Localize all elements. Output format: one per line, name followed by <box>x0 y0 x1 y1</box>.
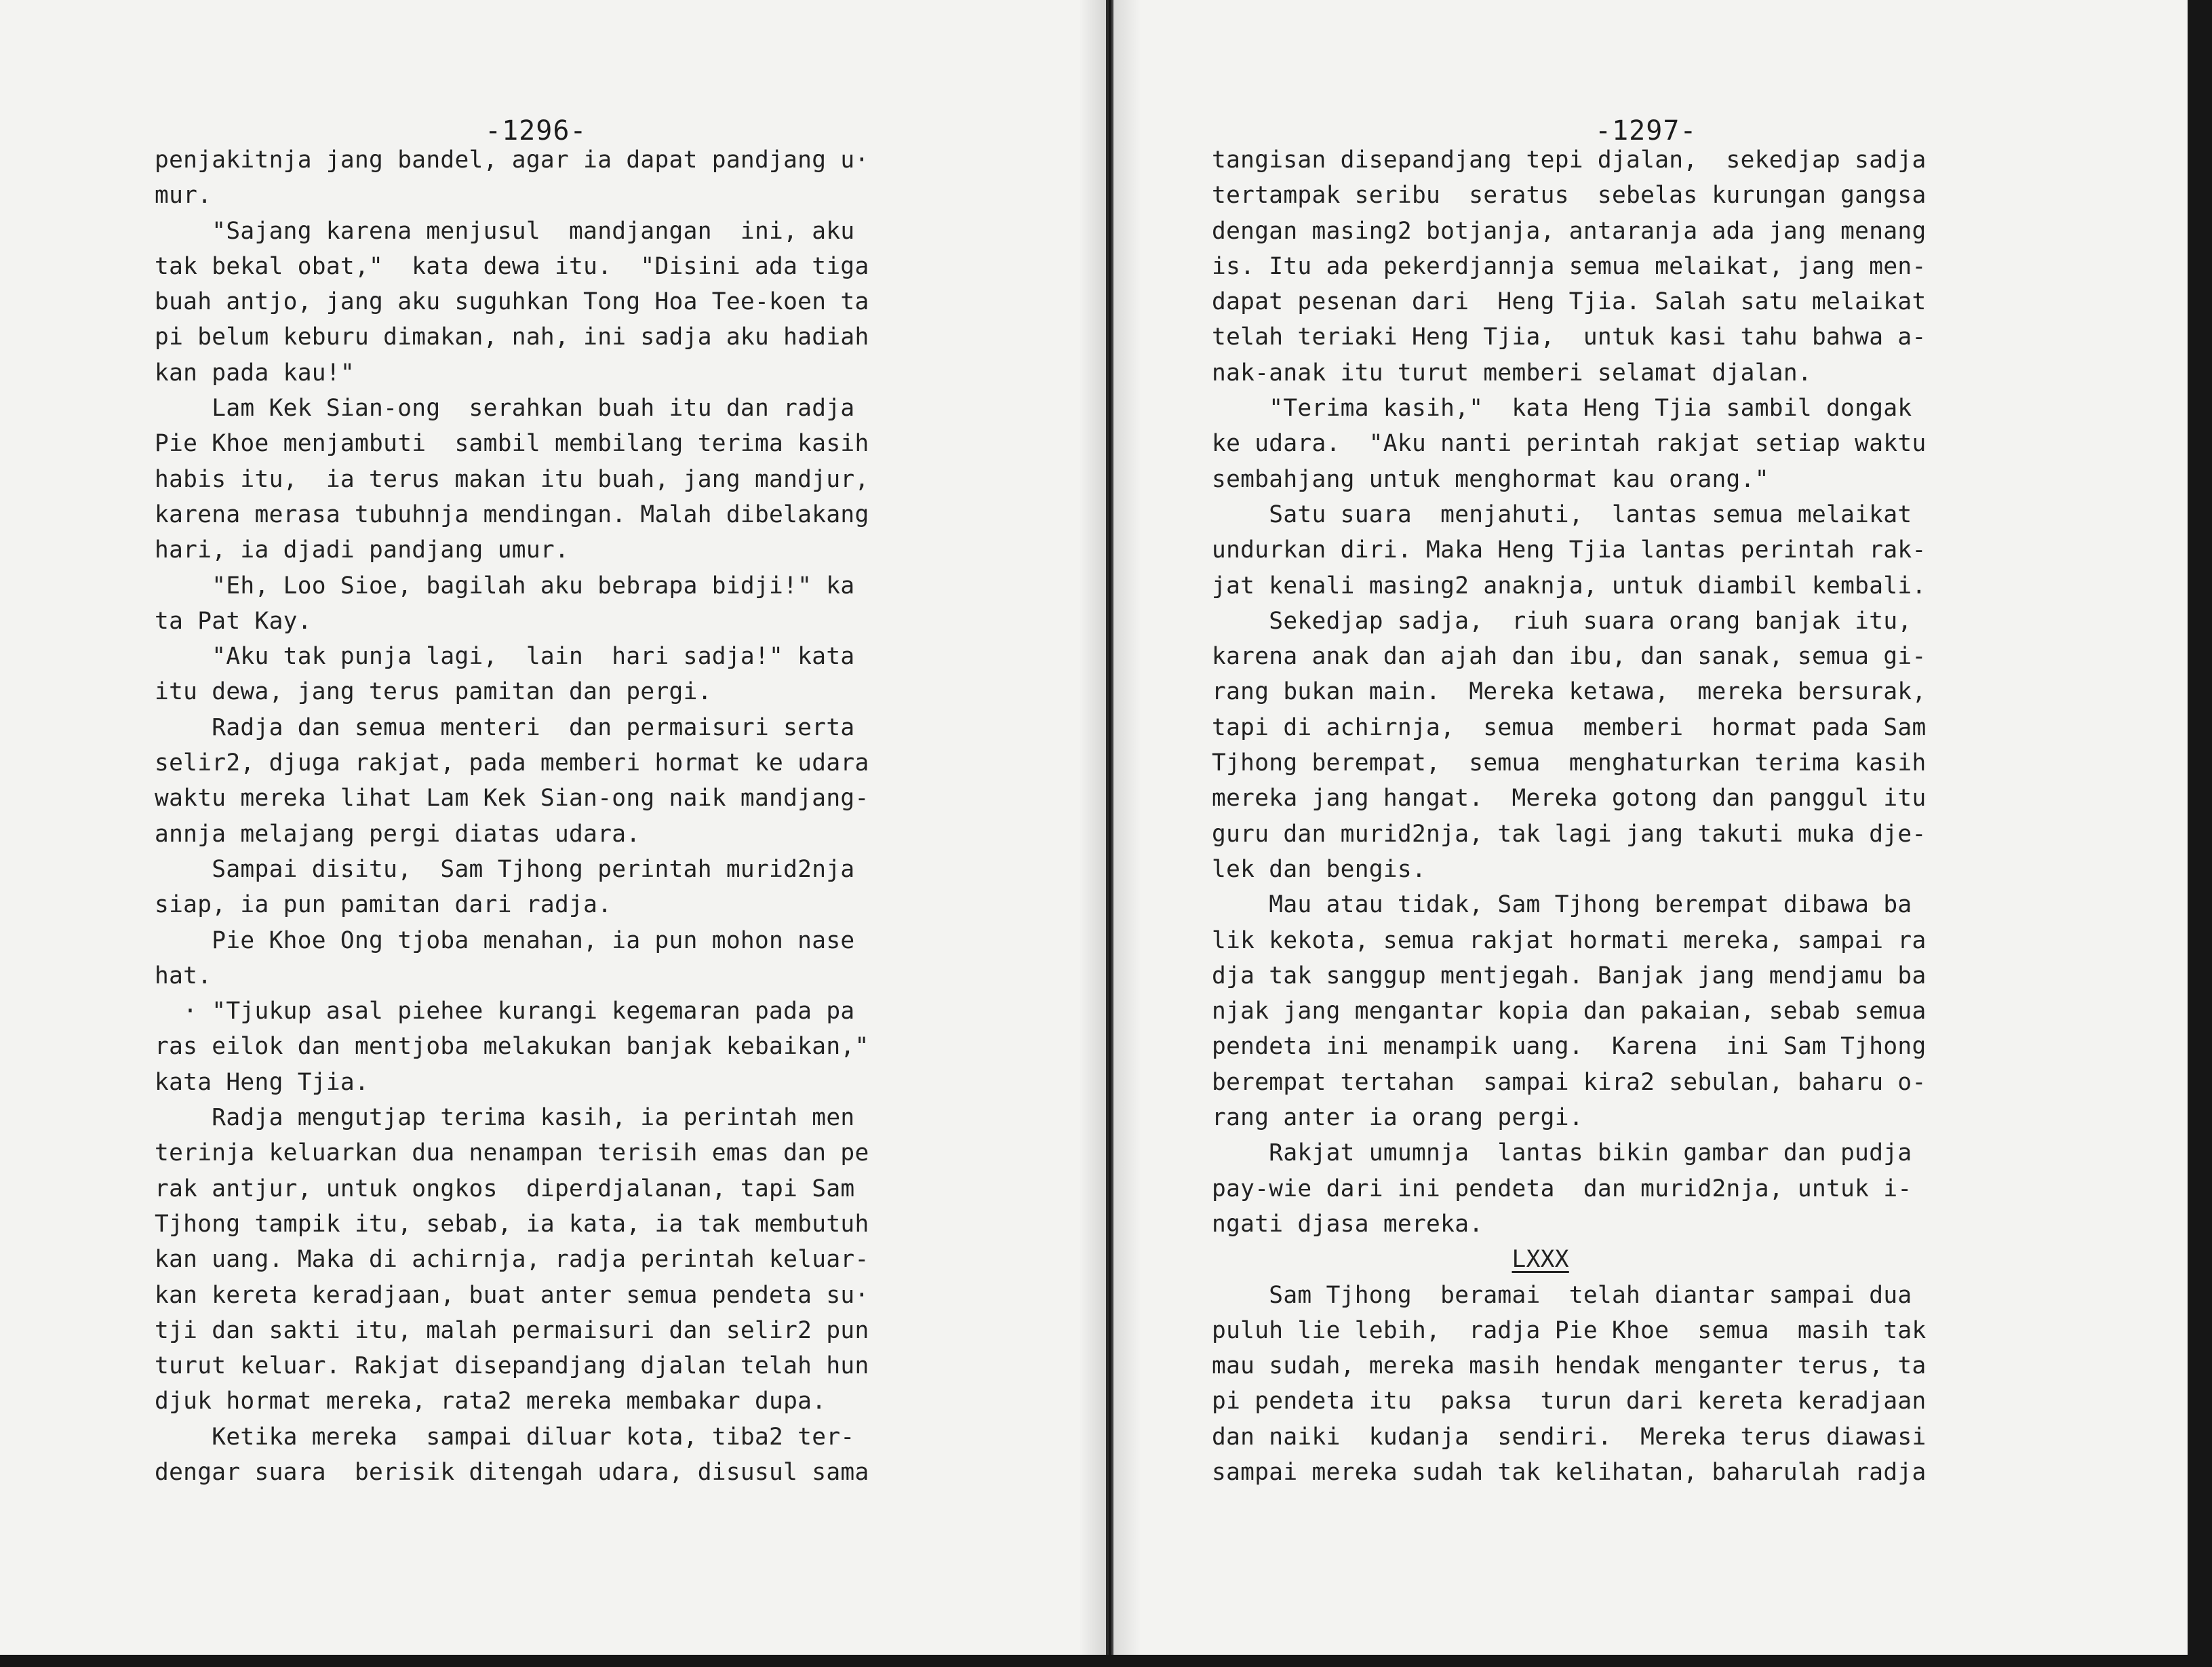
text-line: hat. <box>155 962 212 989</box>
text-line: rang anter ia orang pergi. <box>1212 1104 1583 1132</box>
text-line: tji dan sakti itu, malah permaisuri dan selir2 pun <box>155 1316 869 1344</box>
text-line: Ketika mereka sampai diluar kota, tiba2 ter- <box>155 1423 855 1451</box>
gutter-shadow <box>1113 0 1141 1655</box>
text-line: kan kereta keradjaan, buat anter semua pendeta su· <box>155 1281 869 1309</box>
text-line: rang bukan main. Mereka ketawa, mereka bersurak, <box>1212 678 1927 706</box>
text-line: pendeta ini menampik uang. Karena ini Sam Tjhong <box>1212 1033 1927 1061</box>
text-line: guru dan murid2nja, tak lagi jang takuti muka dje- <box>1212 820 1927 848</box>
right-page <box>1111 0 2188 1655</box>
text-line: terinja keluarkan dua nenampan terisih emas dan pe <box>155 1139 869 1167</box>
left-page <box>0 0 1109 1655</box>
text-line: djuk hormat mereka, rata2 mereka membakar dupa. <box>155 1388 827 1415</box>
text-line: buah antjo, jang aku suguhkan Tong Hoa Tee-koen ta <box>155 288 869 316</box>
text-line: selir2, djuga rakjat, pada memberi hormat ke udara <box>155 749 869 777</box>
text-line: waktu mereka lihat Lam Kek Sian-ong naik mandjang- <box>155 785 869 812</box>
text-line: nak-anak itu turut memberi selamat djalan. <box>1212 359 1812 387</box>
text-line: siap, ia pun pamitan dari radja. <box>155 891 612 919</box>
text-line: habis itu, ia terus makan itu buah, jang mandjur, <box>155 465 869 493</box>
text-line: Satu suara menjahuti, lantas semua melaikat <box>1212 501 1912 528</box>
text-line: penjakitnja jang bandel, agar ia dapat pandjang u· <box>155 146 869 174</box>
text-line: Sam Tjhong beramai telah diantar sampai dua <box>1212 1281 1912 1309</box>
text-line: ke udara. "Aku nanti perintah rakjat setiap waktu <box>1212 430 1927 458</box>
text-line: lek dan bengis. <box>1212 855 1427 883</box>
page-text <box>1212 142 1927 1490</box>
text-line: annja melajang pergi diatas udara. <box>155 820 641 848</box>
text-line: kata Heng Tjia. <box>155 1068 370 1096</box>
text-line: dengar suara berisik ditengah udara, disusul sama <box>155 1458 869 1486</box>
chapter-heading-line <box>1212 1242 1927 1277</box>
text-line: lik kekota, semua rakjat hormati mereka, sampai ra <box>1212 926 1927 954</box>
text-line: undurkan diri. Maka Heng Tjia lantas perintah rak- <box>1212 536 1927 564</box>
text-line: ras eilok dan mentjoba melakukan banjak kebaikan," <box>155 1033 869 1061</box>
text-line: tertampak seribu seratus sebelas kurungan gangsa <box>1212 182 1927 210</box>
text-line: Radja dan semua menteri dan permaisuri serta <box>155 713 855 741</box>
text-line: dan naiki kudanja sendiri. Mereka terus diawasi <box>1212 1423 1927 1451</box>
page-number: -1297- <box>1595 115 1697 146</box>
text-line: Lam Kek Sian-ong serahkan buah itu dan radja <box>155 395 855 423</box>
text-line: kan pada kau!" <box>155 359 355 387</box>
text-line: telah teriaki Heng Tjia, untuk kasi tahu bahwa a- <box>1212 323 1927 351</box>
text-line: Tjhong berempat, semua menghaturkan terima kasih <box>1212 749 1927 777</box>
text-line: Tjhong tampik itu, sebab, ia kata, ia tak membutuh <box>155 1210 869 1238</box>
text-line: dapat pesenan dari Heng Tjia. Salah satu melaikat <box>1212 288 1927 316</box>
page-number: -1296- <box>485 115 587 146</box>
text-line: tangisan disepandjang tepi djalan, sekedjap sadja <box>1212 146 1927 174</box>
text-line: njak jang mengantar kopia dan pakaian, sebab semua <box>1212 998 1927 1025</box>
text-line: "Eh, Loo Sioe, bagilah aku bebrapa bidji!" ka <box>155 572 855 600</box>
text-line: Pie Khoe Ong tjoba menahan, ia pun mohon nase <box>155 926 855 954</box>
text-line: pi belum keburu dimakan, nah, ini sadja aku hadiah <box>155 323 869 351</box>
text-line: Sekedjap sadja, riuh suara orang banjak itu, <box>1212 607 1912 635</box>
text-line: dja tak sanggup mentjegah. Banjak jang mendjamu ba <box>1212 962 1927 989</box>
text-line: Sampai disitu, Sam Tjhong perintah murid2nja <box>155 855 855 883</box>
text-line: tapi di achirnja, semua memberi hormat pada Sam <box>1212 713 1927 741</box>
text-line: hari, ia djadi pandjang umur. <box>155 536 570 564</box>
text-line: turut keluar. Rakjat disepandjang djalan telah hun <box>155 1352 869 1380</box>
text-line: "Terima kasih," kata Heng Tjia sambil dongak <box>1212 395 1912 423</box>
text-line: Radja mengutjap terima kasih, ia perintah men <box>155 1104 855 1132</box>
text-line: ta Pat Kay. <box>155 607 312 635</box>
text-line: mur. <box>155 182 212 210</box>
text-line: "Aku tak punja lagi, lain hari sadja!" kata <box>155 643 855 671</box>
text-line: dengan masing2 botjanja, antaranja ada jang menang <box>1212 217 1927 245</box>
text-line: Pie Khoe menjambuti sambil membilang terima kasih <box>155 430 869 458</box>
text-line: Rakjat umumnja lantas bikin gambar dan pudja <box>1212 1139 1912 1167</box>
gutter-shadow <box>1079 0 1106 1655</box>
text-line: karena anak dan ajah dan ibu, dan sanak, semua gi- <box>1212 643 1927 671</box>
text-line: kan uang. Maka di achirnja, radja perintah keluar- <box>155 1246 869 1274</box>
text-line: mau sudah, mereka masih hendak menganter terus, ta <box>1212 1352 1927 1380</box>
text-line: rak antjur, untuk ongkos diperdjalanan, tapi Sam <box>155 1175 855 1202</box>
page-text <box>155 142 869 1490</box>
text-line: puluh lie lebih, radja Pie Khoe semua masih tak <box>1212 1316 1927 1344</box>
text-line: Mau atau tidak, Sam Tjhong berempat dibawa ba <box>1212 891 1912 919</box>
text-line: · "Tjukup asal piehee kurangi kegemaran pada pa <box>155 998 855 1025</box>
text-line: itu dewa, jang terus pamitan dan pergi. <box>155 678 712 706</box>
text-line: is. Itu ada pekerdjannja semua melaikat, jang men- <box>1212 252 1927 280</box>
text-line: "Sajang karena menjusul mandjangan ini, aku <box>155 217 855 245</box>
text-line: jat kenali masing2 anaknja, untuk diambil kembali. <box>1212 572 1927 600</box>
text-line: pi pendeta itu paksa turun dari kereta keradjaan <box>1212 1388 1927 1415</box>
text-line: tak bekal obat," kata dewa itu. "Disini ada tiga <box>155 252 869 280</box>
text-line: pay-wie dari ini pendeta dan murid2nja, untuk i- <box>1212 1175 1912 1202</box>
text-line: mereka jang hangat. Mereka gotong dan panggul itu <box>1212 785 1927 812</box>
text-line: karena merasa tubuhnja mendingan. Malah dibelakang <box>155 501 869 528</box>
text-line: ngati djasa mereka. <box>1212 1210 1484 1238</box>
text-line: berempat tertahan sampai kira2 sebulan, baharu o- <box>1212 1068 1927 1096</box>
text-line: sampai mereka sudah tak kelihatan, baharulah radja <box>1212 1458 1927 1486</box>
text-line: sembahjang untuk menghormat kau orang." <box>1212 465 1769 493</box>
chapter-heading: LXXX <box>1512 1246 1569 1274</box>
